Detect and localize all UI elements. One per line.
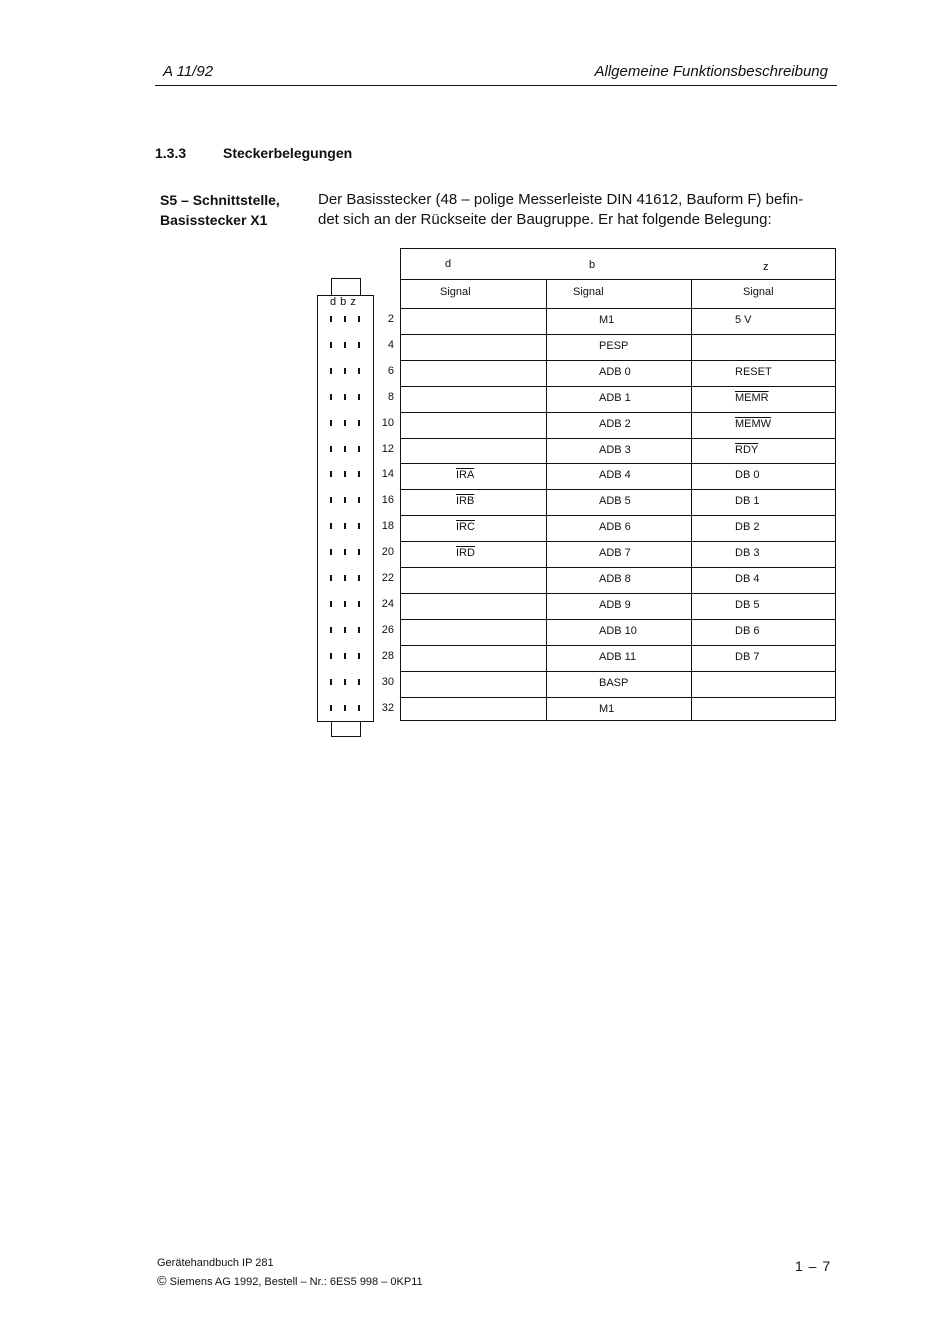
table-col-divider-2: [691, 279, 692, 720]
table-cell-z: DB 6: [735, 624, 760, 637]
connector-pin-z: [358, 549, 360, 555]
connector-pin-d: [330, 446, 332, 452]
connector-pin-d: [330, 342, 332, 348]
pin-number: 16: [381, 494, 394, 507]
footer-copyright: [157, 1273, 423, 1288]
connector-pin-b: [344, 523, 346, 529]
table-cell-b: M1: [599, 702, 615, 715]
table-row-rule: [401, 360, 835, 361]
connector-pin-z: [358, 627, 360, 633]
connector-pin-d: [330, 368, 332, 374]
connector-pin-z: [358, 316, 360, 322]
table-cell-z: DB 4: [735, 573, 760, 585]
table-cell-b: ADB 11: [599, 650, 637, 663]
table-row-rule: [401, 541, 835, 542]
pin-number: 20: [381, 546, 394, 559]
table-row-rule: [401, 697, 835, 698]
connector-pin-d: [330, 394, 332, 400]
table-row-rule: [401, 645, 835, 646]
table-cell-b: ADB 3: [599, 443, 631, 456]
table-row-rule: [401, 489, 835, 490]
intro-line2: det sich an der Rückseite der Baugruppe. Er hat folgende Belegung:: [318, 211, 772, 228]
intro-paragraph: [318, 190, 838, 230]
table-subheader-rule: [401, 308, 835, 309]
table-cell-b: ADB 7: [599, 547, 631, 560]
pin-assignment-table: [400, 248, 836, 721]
connector-pin-b: [344, 549, 346, 555]
connector-pin-b: [344, 342, 346, 348]
connector-pin-d: [330, 705, 332, 711]
connector-pin-z: [358, 575, 360, 581]
connector-pin-b: [344, 446, 346, 452]
connector-pin-z: [358, 342, 360, 348]
table-cell-b: ADB 8: [599, 573, 631, 585]
table-col-divider-1: [546, 279, 547, 720]
table-cell-b: ADB 1: [599, 391, 631, 404]
table-cell-b: ADB 6: [599, 521, 631, 534]
table-cell-z: DB 1: [735, 495, 760, 508]
table-cell-d: $\overline{IRD}$: [456, 547, 475, 560]
connector-column-label: d b z: [330, 296, 357, 308]
pin-number: 12: [381, 442, 394, 455]
subheader-z: Signal: [743, 286, 774, 298]
table-row-rule: [401, 463, 835, 464]
pin-number: 4: [387, 338, 394, 351]
connector-pin-z: [358, 653, 360, 659]
table-cell-b: ADB 5: [599, 495, 631, 508]
sidebar-label-line2: Basisstecker X1: [160, 212, 268, 228]
pin-number: 14: [381, 468, 394, 481]
table-cell-b: ADB 2: [599, 417, 631, 430]
header-left: A 11/92: [163, 63, 214, 80]
subheader-d: Signal: [440, 286, 471, 298]
table-header-rule: [401, 279, 835, 280]
table-cell-z: DB 2: [735, 521, 760, 534]
col-header-d: d: [445, 258, 452, 270]
connector-pin-d: [330, 523, 332, 529]
connector-bottom-tab: [331, 721, 361, 737]
col-header-b: b: [589, 259, 596, 271]
table-row-rule: [401, 515, 835, 516]
table-cell-b: ADB 0: [599, 365, 631, 378]
col-header-z: z: [763, 261, 769, 273]
intro-line1: Der Basisstecker (48 – polige Messerleiste DIN 41612, Bauform F) befin-: [318, 191, 804, 208]
table-row-rule: [401, 671, 835, 672]
table-cell-z: DB 0: [735, 469, 760, 482]
subheader-b: Signal: [573, 286, 604, 298]
connector-pin-b: [344, 368, 346, 374]
pin-number: 6: [387, 364, 394, 377]
connector-pin-b: [344, 627, 346, 633]
table-cell-z: DB 5: [735, 598, 760, 611]
connector-pin-d: [330, 627, 332, 633]
connector-pin-z: [358, 679, 360, 685]
footer-manual-title: Gerätehandbuch IP 281: [157, 1257, 274, 1269]
connector-pin-z: [358, 705, 360, 711]
connector-pin-z: [358, 601, 360, 607]
table-cell-b: ADB 9: [599, 598, 631, 611]
pin-number: 26: [381, 623, 394, 636]
table-row-rule: [401, 334, 835, 335]
table-row-rule: [401, 438, 835, 439]
connector-pin-z: [358, 497, 360, 503]
pin-number: 2: [387, 313, 394, 325]
table-cell-b: ADB 4: [599, 469, 631, 482]
table-cell-z: DB 7: [735, 650, 760, 663]
connector-pin-z: [358, 394, 360, 400]
table-row-rule: [401, 412, 835, 413]
table-cell-z: DB 3: [735, 547, 760, 560]
connector-pin-b: [344, 679, 346, 685]
sidebar-label-line1: S5 – Schnittstelle,: [160, 192, 280, 208]
pin-number: 30: [381, 675, 394, 688]
table-cell-z: MEMW: [735, 417, 772, 430]
footer-order-number: Siemens AG 1992, Bestell – Nr.: 6ES5 998 – 0KP11: [169, 1276, 423, 1288]
table-cell-z: MEMR: [735, 391, 769, 404]
connector-pin-b: [344, 705, 346, 711]
connector-pin-z: [358, 471, 360, 477]
table-cell-b: M1: [599, 314, 615, 326]
section-title: Steckerbelegungen: [223, 145, 353, 161]
pin-number: 8: [387, 390, 394, 403]
pin-number: 28: [381, 649, 394, 662]
connector-pin-d: [330, 575, 332, 581]
connector-pin-d: [330, 420, 332, 426]
table-cell-d: $\overline{IRA}$: [456, 469, 475, 482]
header-rule: [155, 85, 837, 86]
connector-pin-z: [358, 523, 360, 529]
connector-pin-b: [344, 471, 346, 477]
connector-pin-d: [330, 549, 332, 555]
section-number: 1.3.3: [155, 145, 187, 161]
table-row-rule: [401, 593, 835, 594]
pin-number: 32: [381, 701, 394, 714]
connector-pin-b: [344, 653, 346, 659]
connector-pin-b: [344, 394, 346, 400]
table-cell-b: PESP: [599, 339, 629, 352]
page-number: 1 – 7: [795, 1258, 832, 1274]
table-cell-z: $\overline{RDY}$: [735, 443, 759, 456]
connector-pin-d: [330, 679, 332, 685]
pin-number: 10: [381, 416, 394, 429]
table-cell-b: ADB 10: [599, 624, 637, 637]
table-row-rule: [401, 567, 835, 568]
connector-pin-d: [330, 316, 332, 322]
connector-pin-b: [344, 497, 346, 503]
table-cell-d: $\overline{IRC}$: [456, 521, 475, 534]
connector-pin-b: [344, 601, 346, 607]
connector-pin-b: [344, 316, 346, 322]
table-row-rule: [401, 619, 835, 620]
connector-pin-d: [330, 601, 332, 607]
pin-number: 22: [381, 572, 394, 584]
table-cell-z: 5 V: [735, 314, 752, 326]
connector-pin-b: [344, 420, 346, 426]
table-cell-b: BASP: [599, 676, 629, 689]
connector-pin-z: [358, 446, 360, 452]
copyright-icon: ©: [157, 1273, 167, 1288]
table-cell-d: $\overline{IRB}$: [456, 495, 475, 508]
connector-pin-z: [358, 420, 360, 426]
header-right: Allgemeine Funktionsbeschreibung: [594, 63, 828, 80]
connector-pin-d: [330, 653, 332, 659]
connector-pin-z: [358, 368, 360, 374]
pin-number: 24: [381, 597, 394, 610]
connector-pin-d: [330, 471, 332, 477]
table-cell-z: RESET: [735, 365, 772, 378]
connector-pin-d: [330, 497, 332, 503]
connector-pin-b: [344, 575, 346, 581]
table-row-rule: [401, 386, 835, 387]
pin-number: 18: [381, 520, 394, 533]
